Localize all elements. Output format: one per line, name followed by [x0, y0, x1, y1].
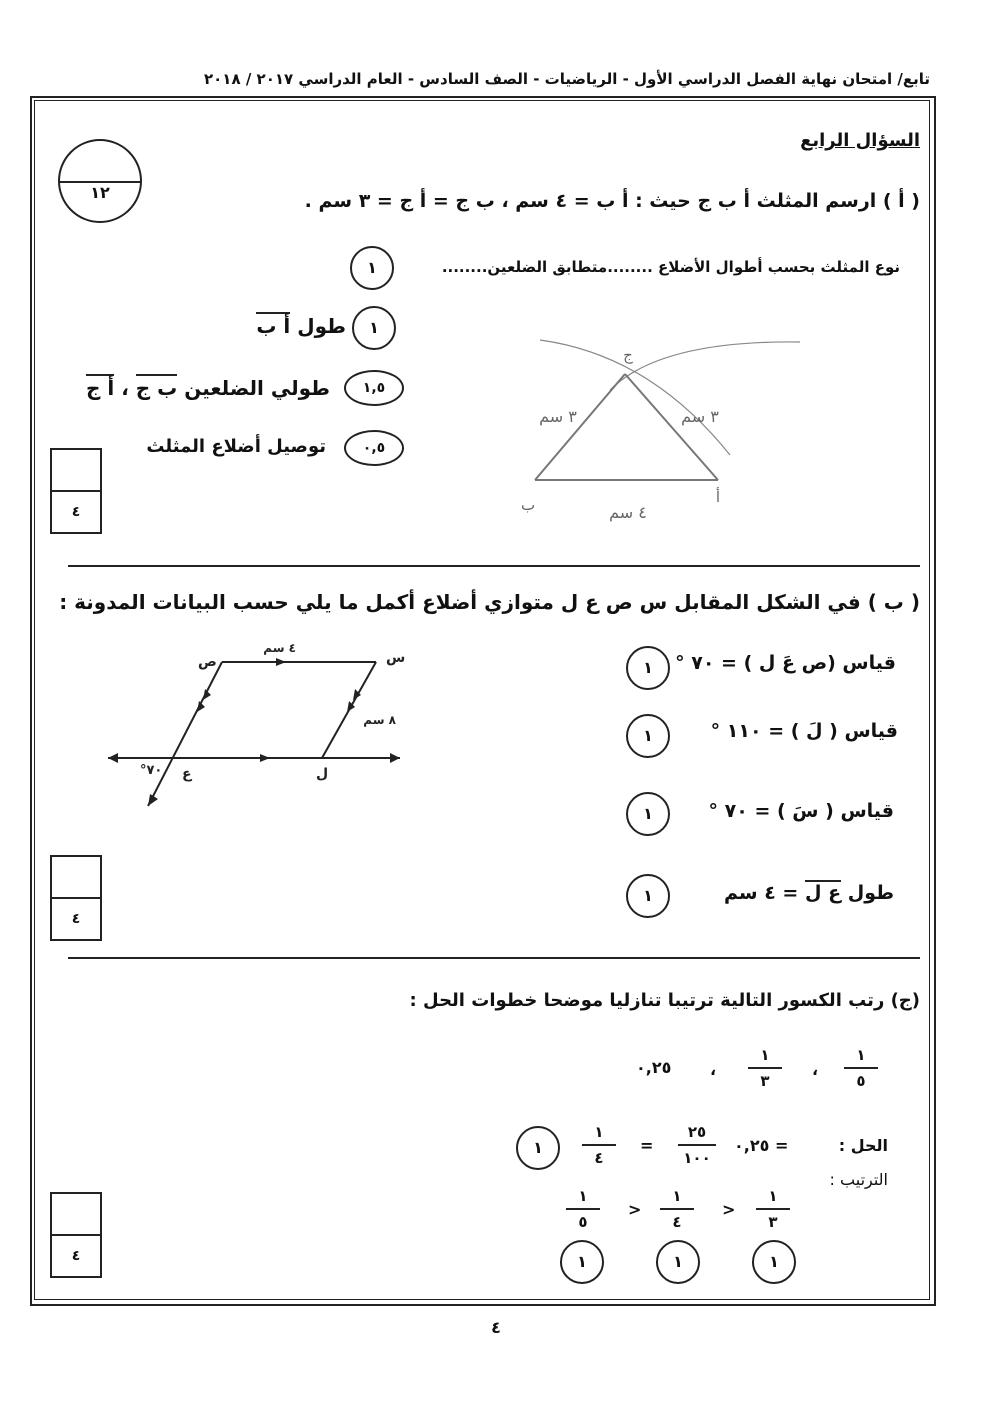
mark-box-value: ٤: [71, 1248, 81, 1264]
answer-angle-l: قياس ( لَ ) = ١١٠ °: [710, 720, 898, 742]
side-ac: [625, 374, 718, 480]
given-frac-1-5: ١ ٥: [840, 1045, 882, 1091]
mark-box-empty: [52, 450, 100, 492]
mark-circle-order-1: ١: [752, 1240, 796, 1284]
page-number: ٤: [491, 1318, 501, 1337]
order-frac-1-4: ١ ٤: [656, 1186, 698, 1232]
side-left-length: ٣ سم: [539, 407, 577, 426]
mark-circle-order-3: ١: [560, 1240, 604, 1284]
vertex-ain: ع: [182, 766, 192, 782]
item2-prefix: طولي الضلعين: [184, 376, 330, 400]
segment-bc: ب ج: [135, 376, 178, 400]
solution-decimal: ٠,٢٥ =: [734, 1136, 789, 1155]
compass-arc-right: [610, 342, 800, 390]
order-frac-1-5: ١ ٥: [562, 1186, 604, 1232]
mark-circle-b4: ١: [626, 874, 670, 918]
side-right-length: ٣ سم: [681, 407, 719, 426]
base-length: ٤ سم: [609, 503, 647, 522]
parallelogram-figure: [100, 640, 410, 830]
vertex-a-label: أ: [715, 488, 721, 506]
side-sad-ain-ext: [148, 662, 222, 806]
section-divider-2: [68, 957, 920, 959]
mark-circle-item1: ١: [352, 306, 396, 350]
mark-circle-b3: ١: [626, 792, 670, 836]
compass-arc-left: [540, 340, 730, 455]
side-length-label: ٨ سم: [363, 713, 396, 727]
part-b-prompt: ( ب ) في الشكل المقابل س ص ع ل متوازي أضلاع أكمل ما يلي حسب البيانات المدونة :: [59, 590, 920, 614]
side-bc: [535, 374, 625, 480]
item3-connect-sides: توصيل أضلاع المثلث: [146, 436, 326, 457]
section-divider-1: [68, 565, 920, 567]
triangle-drawing: [500, 330, 810, 530]
vertex-c-label: ج: [623, 346, 633, 364]
mark-oval-item2: ١,٥: [344, 370, 404, 406]
item1-length-ab: [256, 314, 346, 338]
vertex-b-label: ب: [520, 496, 536, 514]
total-score-circle: [58, 139, 142, 223]
mark-box-part-b: [50, 855, 102, 941]
top-length-label: ٤ سم: [263, 641, 296, 655]
answer-angle-sal: قياس (ص عَ ل ) = ٧٠ °: [675, 652, 896, 674]
mark-circle-solution: ١: [516, 1126, 560, 1170]
mark-box-empty: [52, 1194, 100, 1236]
mark-box-empty: [52, 857, 100, 899]
answer-length-al: [724, 882, 894, 904]
mark-box-part-a: [50, 448, 102, 534]
segment-ac: أ ج: [85, 376, 115, 400]
part-a-prompt: ( أ ) ارسم المثلث أ ب ج حيث : أ ب = ٤ سم ، ب ج = أ ج = ٣ سم .: [304, 190, 920, 212]
sep-comma-1: ،: [812, 1060, 819, 1079]
given-frac-1-3: ١ ٣: [744, 1045, 786, 1091]
mark-circle-order-2: ١: [656, 1240, 700, 1284]
vertex-sad: ص: [198, 654, 217, 670]
item2-lengths: [86, 376, 330, 400]
segment-al: ع ل: [804, 882, 842, 904]
sep-comma-2: ،: [710, 1060, 717, 1079]
solution-equals: =: [640, 1136, 654, 1155]
arrow-right-end: [390, 753, 400, 763]
answer-angle-s: قياس ( سَ ) = ٧٠ °: [708, 800, 894, 822]
mark-circle-b1: ١: [626, 646, 670, 690]
solution-label: الحل :: [838, 1136, 888, 1155]
order-symbol-2: >: [628, 1200, 642, 1219]
mark-circle-b2: ١: [626, 714, 670, 758]
vertex-lam: ل: [316, 766, 329, 782]
order-symbol-1: >: [722, 1200, 736, 1219]
arrow-left-end: [108, 753, 118, 763]
mark-box-value: ٤: [71, 911, 81, 927]
vertex-s: س: [386, 650, 406, 666]
answer-length-suffix: = ٤ سم: [724, 882, 799, 904]
total-score: ١٢: [90, 183, 110, 202]
mark-box-value: ٤: [71, 504, 81, 520]
mark-box-part-c: [50, 1192, 102, 1278]
solution-frac-1-4: ١ ٤: [578, 1122, 620, 1168]
item1-prefix: طول: [297, 314, 346, 338]
mark-oval-item3: ٠,٥: [344, 430, 404, 466]
segment-ab: أ ب: [256, 314, 291, 338]
order-frac-1-3: ١ ٣: [752, 1186, 794, 1232]
item2-separator: ،: [121, 376, 129, 400]
mark-circle-type: ١: [350, 246, 394, 290]
answer-length-prefix: طول: [847, 882, 894, 904]
part-c-prompt: (ج) رتب الكسور التالية ترتيبا تنازليا موضحا خطوات الحل :: [409, 990, 920, 1011]
triangle-type-answer: نوع المثلث بحسب أطوال الأضلاع ........متطابق الضلعين........: [441, 258, 900, 276]
arrow-base-mark: [260, 754, 270, 762]
angle-label: °٧٠: [140, 763, 163, 778]
question-title: السؤال الرابع: [800, 130, 920, 151]
order-label: الترتيب :: [829, 1170, 888, 1189]
exam-header: تابع/ امتحان نهاية الفصل الدراسي الأول - الرياضيات - الصف السادس - العام الدراسي ٢٠١٧ / ٢٠١٨: [203, 70, 930, 88]
arrow-top-mark: [276, 658, 286, 666]
solution-frac-25-100: ٢٥ ١٠٠: [674, 1122, 720, 1168]
given-decimal: ٠,٢٥: [636, 1058, 672, 1077]
